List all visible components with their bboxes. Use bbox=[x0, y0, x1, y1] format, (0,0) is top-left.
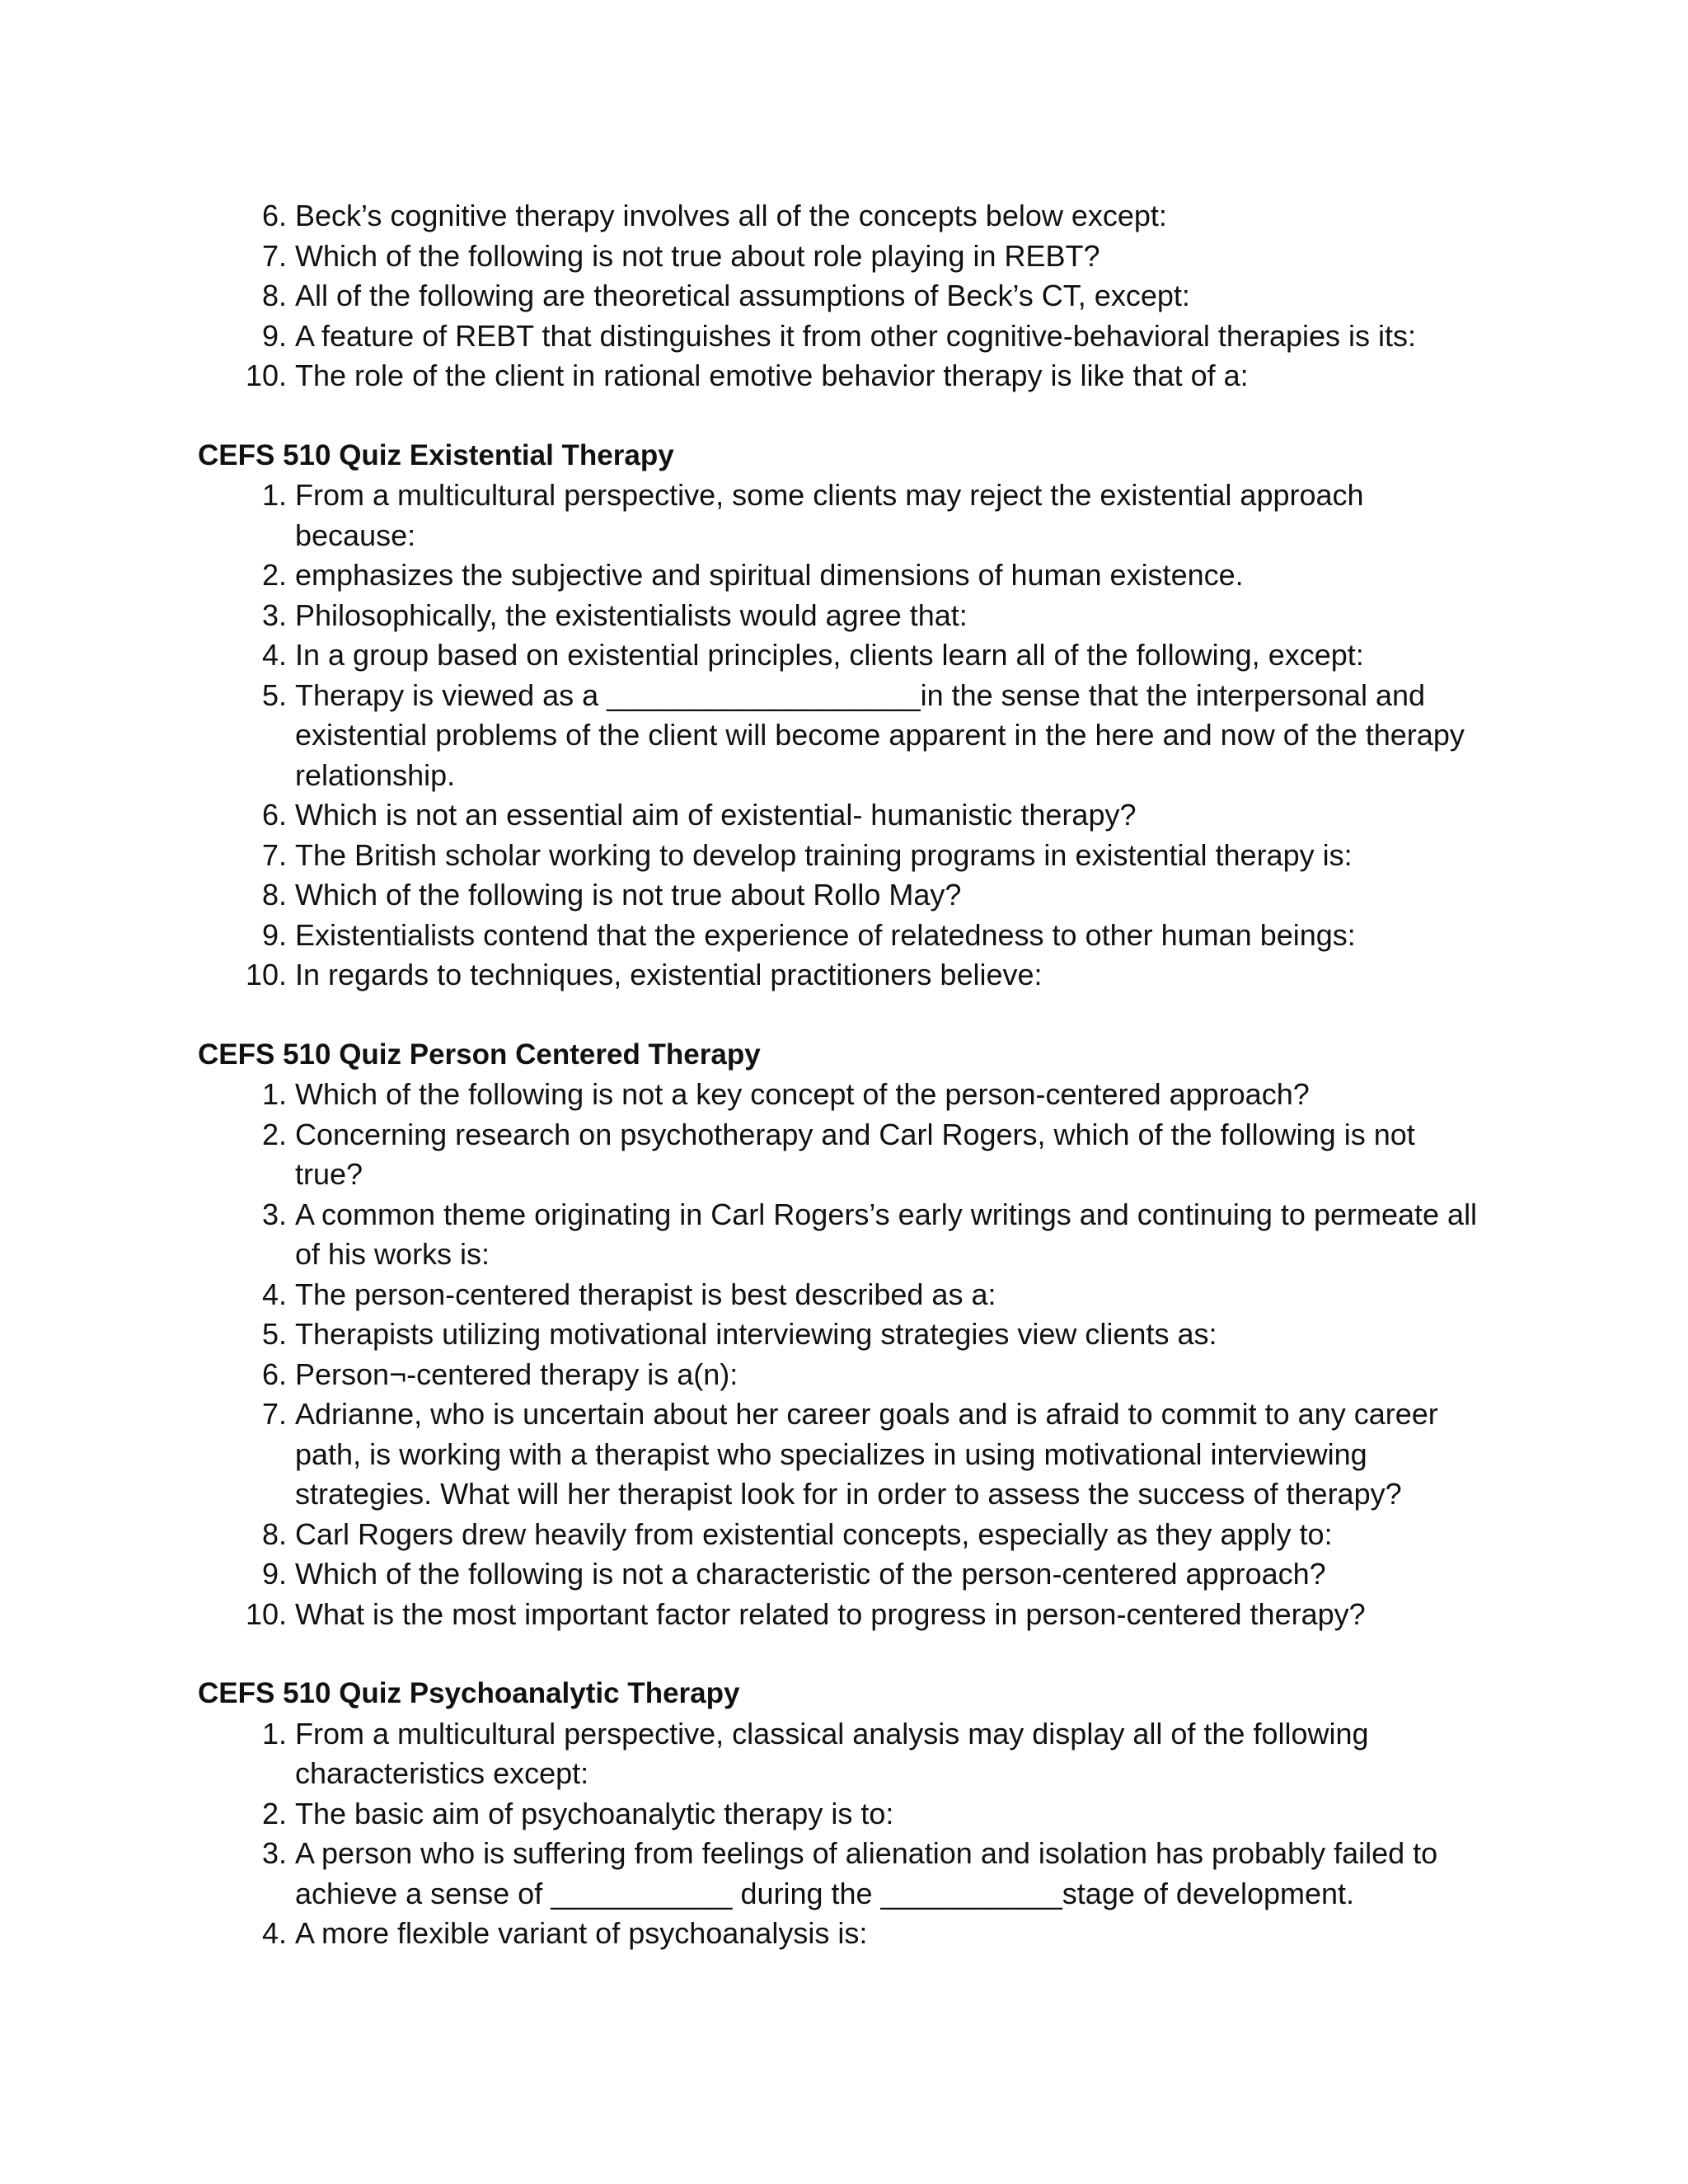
item-number: 10. bbox=[245, 1596, 287, 1631]
item-number: 7. bbox=[261, 1397, 287, 1431]
list-item bbox=[198, 196, 1484, 237]
item-number: 1. bbox=[261, 1716, 287, 1750]
list-item bbox=[198, 1595, 1484, 1635]
list-item bbox=[198, 1914, 1484, 1954]
item-text: A person who is suffering from feelings of alienation and isolation has probably failed to achieve a sense of ___________ during the ___________stage of development. bbox=[295, 1836, 1438, 1910]
item-text: In regards to techniques, existential practitioners believe: bbox=[295, 958, 1043, 991]
item-number: 10. bbox=[245, 359, 287, 392]
item-text: Person¬-centered therapy is a(n): bbox=[295, 1357, 738, 1391]
item-text: The person-centered therapist is best described as a: bbox=[295, 1277, 996, 1311]
section-rebt-continued bbox=[198, 196, 1484, 396]
document-content bbox=[198, 196, 1484, 1994]
list-item bbox=[198, 237, 1484, 277]
list-item bbox=[198, 635, 1484, 676]
question-list bbox=[198, 1714, 1484, 1954]
item-text: Which of the following is not a characteristic of the person-centered approach? bbox=[295, 1557, 1326, 1591]
item-text: All of the following are theoretical assumptions of Beck’s CT, except: bbox=[295, 279, 1190, 312]
item-text: A common theme originating in Carl Rogers’s early writings and continuing to permeate all of his works is: bbox=[295, 1197, 1478, 1271]
item-text: The British scholar working to develop training programs in existential therapy is: bbox=[295, 837, 1353, 872]
list-item bbox=[198, 795, 1484, 836]
list-item bbox=[198, 1315, 1484, 1355]
item-number: 7. bbox=[261, 238, 287, 273]
list-item bbox=[198, 916, 1484, 956]
item-number: 9. bbox=[261, 1557, 287, 1591]
section-heading: CEFS 510 Quiz Psychoanalytic Therapy bbox=[198, 1677, 740, 1709]
question-list bbox=[198, 196, 1484, 396]
question-list bbox=[198, 1075, 1484, 1634]
list-item bbox=[198, 1714, 1484, 1794]
item-text: The role of the client in rational emotive behavior therapy is like that of a: bbox=[295, 359, 1249, 392]
item-number: 2. bbox=[261, 1796, 287, 1830]
item-text: Concerning research on psychotherapy and Carl Rogers, which of the following is not true? bbox=[295, 1117, 1415, 1191]
item-number: 5. bbox=[261, 677, 287, 712]
list-item bbox=[198, 476, 1484, 555]
list-item bbox=[198, 555, 1484, 596]
item-text: Which of the following is not true about role playing in REBT? bbox=[295, 238, 1100, 273]
section-existential-therapy bbox=[198, 436, 1484, 996]
list-item bbox=[198, 875, 1484, 916]
section-heading: CEFS 510 Quiz Person Centered Therapy bbox=[198, 1038, 761, 1071]
list-item bbox=[198, 836, 1484, 876]
item-number: 3. bbox=[261, 598, 287, 632]
question-list bbox=[198, 476, 1484, 996]
item-text: What is the most important factor related to progress in person-centered therapy? bbox=[295, 1596, 1366, 1631]
item-text: emphasizes the subjective and spiritual dimensions of human existence. bbox=[295, 558, 1244, 592]
item-number: 4. bbox=[261, 1277, 287, 1311]
item-number: 6. bbox=[261, 1357, 287, 1391]
item-text: In a group based on existential principles, clients learn all of the following, except: bbox=[295, 638, 1364, 672]
list-item bbox=[198, 1834, 1484, 1914]
item-text: Which of the following is not true about Rollo May? bbox=[295, 878, 962, 912]
item-number: 2. bbox=[261, 1117, 287, 1151]
item-number: 6. bbox=[261, 798, 287, 832]
item-text: Therapists utilizing motivational interviewing strategies view clients as: bbox=[295, 1317, 1217, 1351]
item-text: Which of the following is not a key concept of the person-centered approach? bbox=[295, 1077, 1310, 1111]
item-text: From a multicultural perspective, classical analysis may display all of the following characteristics except: bbox=[295, 1716, 1369, 1790]
item-number: 8. bbox=[261, 279, 287, 312]
item-number: 3. bbox=[261, 1836, 287, 1870]
list-item bbox=[198, 1115, 1484, 1195]
section-psychoanalytic-therapy bbox=[198, 1674, 1484, 1954]
list-item bbox=[198, 1794, 1484, 1835]
section-heading: CEFS 510 Quiz Existential Therapy bbox=[198, 438, 674, 471]
item-text: A feature of REBT that distinguishes it from other cognitive-behavioral therapies is its: bbox=[295, 318, 1417, 353]
list-item bbox=[198, 1515, 1484, 1555]
item-number: 3. bbox=[261, 1197, 287, 1231]
item-text: Adrianne, who is uncertain about her career goals and is afraid to commit to any career path, is working with a therapist who specializes in using motivational interviewing strategies. What will her therapist look for in order to assess the success of therapy? bbox=[295, 1397, 1438, 1511]
item-text: Carl Rogers drew heavily from existential concepts, especially as they apply to: bbox=[295, 1516, 1333, 1551]
list-item bbox=[198, 1195, 1484, 1275]
list-item bbox=[198, 1554, 1484, 1595]
item-number: 8. bbox=[261, 1516, 287, 1551]
item-text: Existentialists contend that the experience of relatedness to other human beings: bbox=[295, 917, 1356, 952]
item-number: 6. bbox=[261, 199, 287, 232]
item-number: 5. bbox=[261, 1317, 287, 1351]
item-number: 7. bbox=[261, 837, 287, 872]
item-number: 2. bbox=[261, 558, 287, 592]
item-text: Which is not an essential aim of existential- humanistic therapy? bbox=[295, 798, 1137, 832]
list-item bbox=[198, 356, 1484, 396]
item-number: 10. bbox=[245, 958, 287, 991]
item-text: Therapy is viewed as a ___________________in the sense that the interpersonal and existential problems of the client will become apparent in the here and now of the therapy relationship. bbox=[295, 677, 1465, 792]
list-item bbox=[198, 1355, 1484, 1395]
list-item bbox=[198, 596, 1484, 636]
list-item bbox=[198, 276, 1484, 316]
item-number: 9. bbox=[261, 917, 287, 952]
item-number: 8. bbox=[261, 878, 287, 912]
item-text: The basic aim of psychoanalytic therapy is to: bbox=[295, 1796, 894, 1830]
list-item bbox=[198, 1275, 1484, 1315]
list-item bbox=[198, 955, 1484, 996]
list-item bbox=[198, 316, 1484, 357]
item-number: 9. bbox=[261, 318, 287, 353]
list-item bbox=[198, 1075, 1484, 1115]
item-text: From a multicultural perspective, some clients may reject the existential approach because: bbox=[295, 478, 1364, 552]
item-number: 4. bbox=[261, 1916, 287, 1950]
item-number: 4. bbox=[261, 638, 287, 672]
item-text: Beck’s cognitive therapy involves all of the concepts below except: bbox=[295, 199, 1167, 232]
item-text: A more flexible variant of psychoanalysis is: bbox=[295, 1916, 868, 1950]
list-item bbox=[198, 676, 1484, 796]
list-item bbox=[198, 1394, 1484, 1515]
item-number: 1. bbox=[261, 478, 287, 512]
section-person-centered-therapy bbox=[198, 1035, 1484, 1635]
item-text: Philosophically, the existentialists would agree that: bbox=[295, 598, 968, 632]
item-number: 1. bbox=[261, 1077, 287, 1111]
